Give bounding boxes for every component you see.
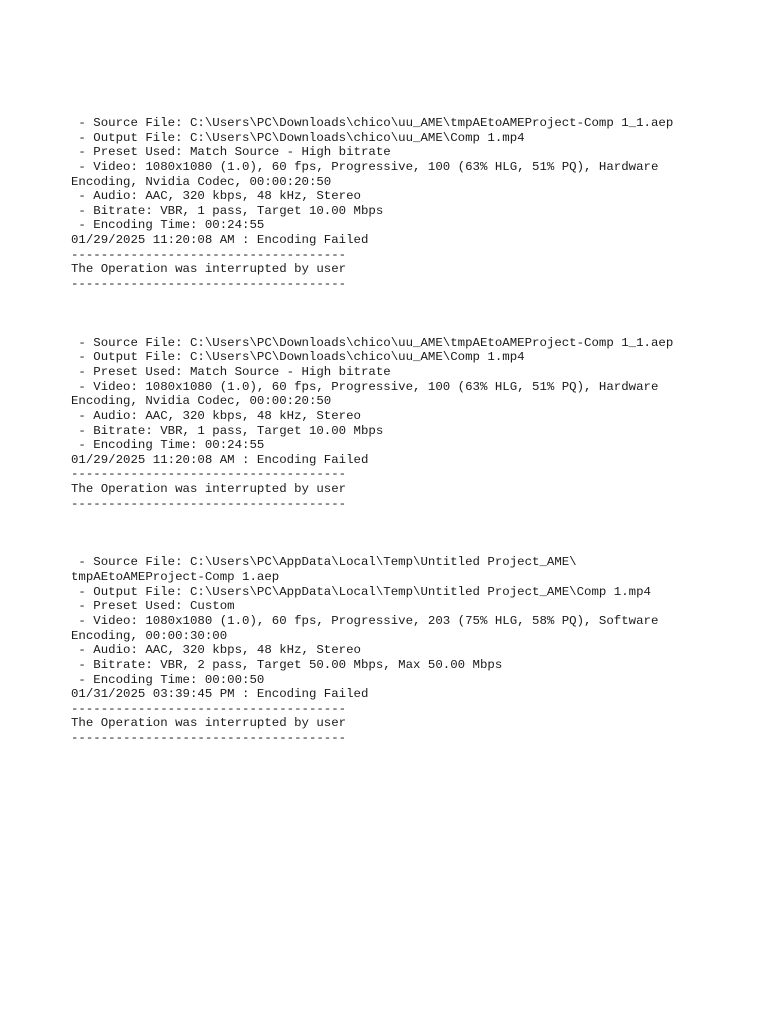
log-line: 01/31/2025 03:39:45 PM : Encoding Failed	[71, 687, 369, 702]
log-line: Encoding, Nvidia Codec, 00:00:20:50	[71, 394, 332, 409]
log-line: - Output File: C:\Users\PC\Downloads\chico\uu_AME\Comp 1.mp4	[71, 130, 525, 145]
log-line: - Source File: C:\Users\PC\Downloads\chico\uu_AME\tmpAEtoAMEProject-Comp 1_1.aep	[71, 116, 674, 130]
log-line: - Preset Used: Match Source - High bitrate	[71, 145, 391, 160]
log-line: - Audio: AAC, 320 kbps, 48 kHz, Stereo	[71, 189, 361, 204]
log-line: - Bitrate: VBR, 2 pass, Target 50.00 Mbps, Max 50.00 Mbps	[71, 657, 503, 672]
log-line: - Output File: C:\Users\PC\Downloads\chico\uu_AME\Comp 1.mp4	[71, 350, 525, 365]
log-line: - Video: 1080x1080 (1.0), 60 fps, Progressive, 203 (75% HLG, 58% PQ), Software	[71, 613, 659, 628]
log-line: The Operation was interrupted by user	[71, 716, 347, 731]
log-line: - Output File: C:\Users\PC\AppData\Local\Temp\Untitled Project_AME\Comp 1.mp4	[71, 584, 651, 599]
log-line: - Preset Used: Custom	[71, 599, 235, 614]
log-line: 01/29/2025 11:20:08 AM : Encoding Failed	[71, 233, 369, 248]
log-line: - Video: 1080x1080 (1.0), 60 fps, Progressive, 100 (63% HLG, 51% PQ), Hardware	[71, 159, 659, 174]
log-line: - Encoding Time: 00:24:55	[71, 218, 265, 233]
log-line: Encoding, Nvidia Codec, 00:00:20:50	[71, 174, 332, 189]
log-line: The Operation was interrupted by user	[71, 482, 347, 497]
separator-line: -------------------------------------	[71, 496, 347, 511]
log-line: - Encoding Time: 00:24:55	[71, 438, 265, 453]
log-line: - Video: 1080x1080 (1.0), 60 fps, Progressive, 100 (63% HLG, 51% PQ), Hardware	[71, 379, 659, 394]
entry-gap	[71, 292, 711, 336]
separator-line: -------------------------------------	[71, 731, 347, 746]
log-line: - Source File: C:\Users\PC\AppData\Local\Temp\Untitled Project_AME\	[71, 555, 577, 570]
log-line: - Bitrate: VBR, 1 pass, Target 10.00 Mbps	[71, 203, 384, 218]
log-line: - Bitrate: VBR, 1 pass, Target 10.00 Mbps	[71, 423, 384, 438]
encoding-log	[71, 116, 711, 746]
separator-line: -------------------------------------	[71, 247, 347, 262]
separator-line: -------------------------------------	[71, 467, 347, 482]
log-entry	[71, 336, 711, 512]
log-line: - Audio: AAC, 320 kbps, 48 kHz, Stereo	[71, 643, 361, 658]
log-line: The Operation was interrupted by user	[71, 262, 347, 277]
log-line: tmpAEtoAMEProject-Comp 1.aep	[71, 570, 280, 585]
log-line: Encoding, 00:00:30:00	[71, 628, 228, 643]
log-line: - Source File: C:\Users\PC\Downloads\chico\uu_AME\tmpAEtoAMEProject-Comp 1_1.aep	[71, 335, 674, 350]
log-entry	[71, 555, 711, 745]
log-line: - Preset Used: Match Source - High bitrate	[71, 364, 391, 379]
log-line: - Encoding Time: 00:00:50	[71, 672, 265, 687]
log-line: 01/29/2025 11:20:08 AM : Encoding Failed	[71, 452, 369, 467]
log-entry	[71, 116, 711, 292]
entry-gap	[71, 511, 711, 555]
separator-line: -------------------------------------	[71, 277, 347, 292]
separator-line: -------------------------------------	[71, 701, 347, 716]
log-line: - Audio: AAC, 320 kbps, 48 kHz, Stereo	[71, 408, 361, 423]
